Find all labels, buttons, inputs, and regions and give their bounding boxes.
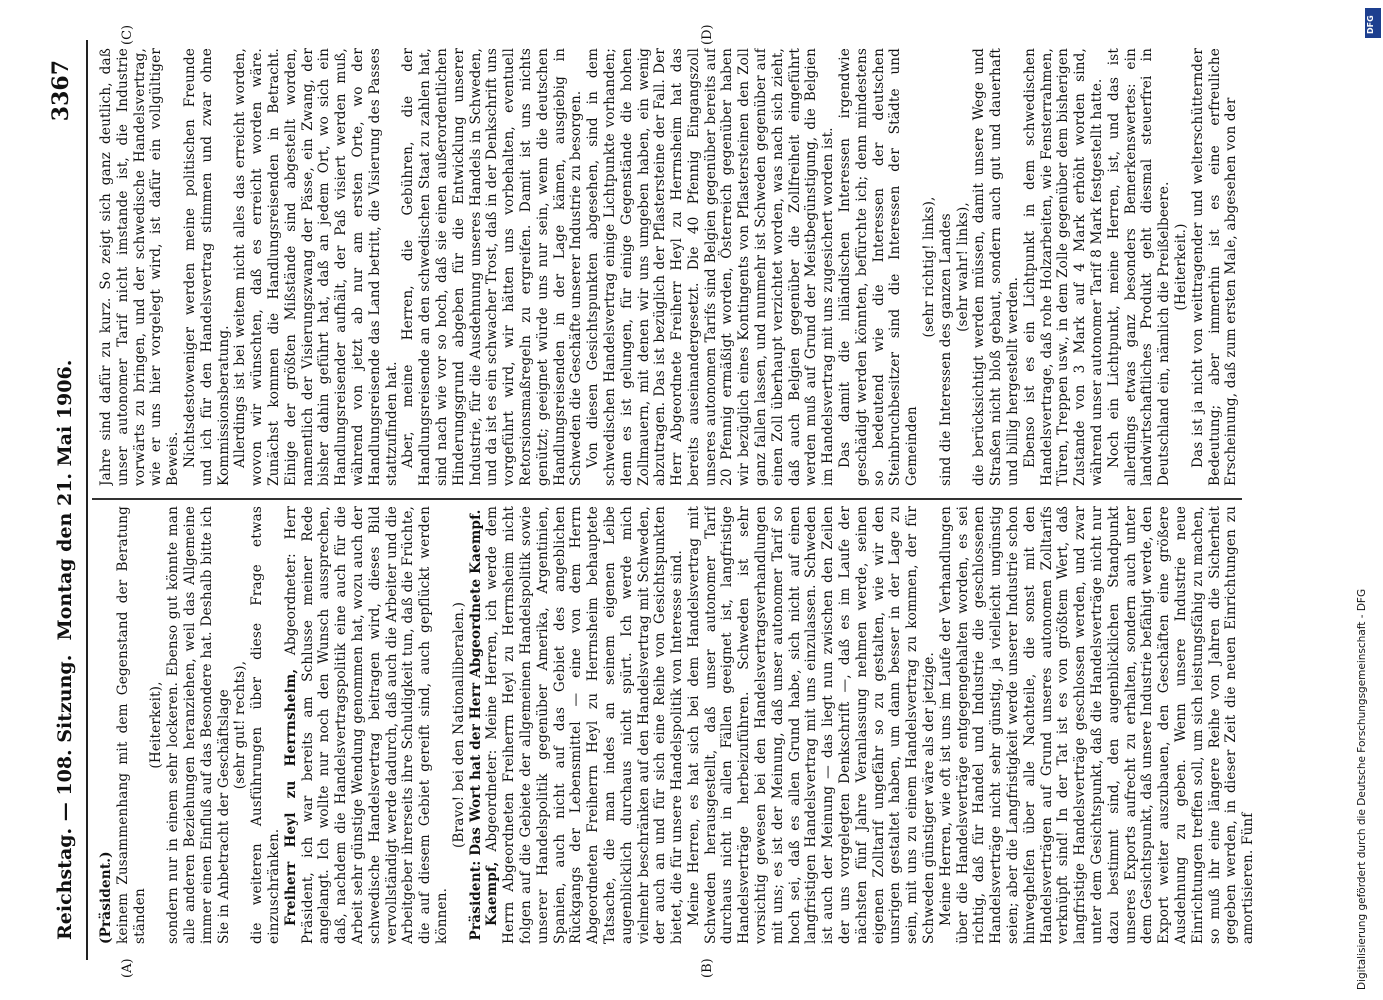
header-date: Montag den 21. Mai 1906. (54, 359, 76, 641)
reaction: (sehr gut! rechts), (232, 660, 249, 790)
paragraph: Nichtsdestoweniger werden meine politischen Freunde und ich für den Handelsvertrag stimmen und zwar ohne Kommissionsberatung. (181, 48, 232, 486)
president-line: Präsident: Das Wort hat der Herr Abgeordnete Kaempf. (467, 509, 484, 941)
paragraph: sondern nur in einem sehr lockeren. Ebenso gut könnte man alle anderen Beziehungen heranziehen, weil das Allgemeine immer einen Einfluß auf das Besondere hat. Deshalb bitte ich Sie in Anbetracht der Geschäftslage (165, 506, 232, 944)
header-rule (86, 40, 88, 960)
right-column (98, 48, 1298, 486)
margin-label-d: (D) (700, 24, 715, 45)
paragraph: Allerdings ist bei weitem nicht alles das erreicht worden, wovon wir wünschten, daß es erreicht worden wäre. Zunächst kommen die Handlungsreisenden in Betracht. Einige der größten Mißstände sind abgestellt worden, namentlich der Visierungszwang der Pässe, ein Zwang, der bisher dahin geführt hat, daß an jedem Ort, wo sich ein Handlungsreisender aufhält, der Paß visiert werden muß, während von jetzt ab nur am ersten Orte, wo der Handlungsreisende das Land betritt, die Visierung des Passes stattzufinden hat. (232, 48, 400, 486)
paragraph: Meine Herren, wie oft ist uns im Laufe der Verhandlungen über die Handelsverträge entgegengehalten worden, es sei richtig, daß für Handel und Industrie die geschlossenen Handelsverträge nicht sehr günstig, ja vielleicht ungünstig seien; aber die Langfristigkeit werde unserer Industrie schon hinweghelfen über alle Nachteile, die sonst mit den Handelsverträgen auf Grund unseres autonomen Zolltarifs verknüpft sind! In der Tat ist es von größtem Wert, daß langfristige Handelsverträge geschlossen werden, und zwar unter dem Gesichtspunkt, daß die Handelsverträge nicht nur dazu bestimmt sind, den augenblicklichen Standpunkt unseres Exports aufrecht zu erhalten, sondern auch unter dem Gesichtspunkt, daß unsere Industrie befähigt werde, den Export weiter auszubauen, den Geschäften eine größere Ausdehnung zu geben. Wenn unsere Industrie neue Einrichtungen treffen soll, um sich leistungsfähig zu machen, so muß ihr eine längere Reihe von Jahren die Sicherheit gegeben werden, in dieser Zeit die neuen Einrichtungen zu amortisieren. Fünf (937, 506, 1257, 944)
paragraph: Kaempf, Abgeordneter: Meine Herren, ich werde dem Herrn Abgeordneten Freiherrn Heyl zu Herrnsheim nicht folgen auf die Gebiete der allgemeinen Handelspolitik sowie unserer Handelspolitik gegenüber Amerika, Argentinien, Spanien, auch nicht auf das Gebiet des angeblichen Rückgangs der Lebensmittel — eine von dem Herrn Abgeordneten Freiherrn Heyl zu Herrnsheim behauptete Tatsache, die man indes an seinem eigenen Leibe augenblicklich durchaus nicht spürt. Ich werde mich vielmehr beschränken auf den Handelsvertrag mit Schweden, der auch an und für sich eine Reihe von Gesichtspunkten bietet, die für unsere Handelspolitik von Interesse sind. (484, 506, 686, 944)
page-header (48, 60, 88, 940)
paragraph: sind die Interessen des ganzen Landes (937, 213, 954, 486)
reaction: (sehr wahr! links), (954, 202, 971, 332)
digitization-credit-text: Digitalisierung gefördert durch die Deutsche Forschungsgemeinschaft - DFG (1356, 588, 1368, 990)
paragraph: Ebenso ist es ein Lichtpunkt in dem schwedischen Handelsvertrage, daß rohe Holzarbeiten, wie Fensterrahmen, Türen, Treppen usw., in dem Zolle gegenüber dem bisherigen Zustande von 3 Mark auf 4 Mark erhöht worden sind, während unser autonomer Tarif 8 Mark festgestellt hatte. (1021, 48, 1106, 486)
digitization-credit (1352, 0, 1378, 1000)
paragraph: Noch ein Lichtpunkt, meine Herren, ist, und das ist allerdings etwas ganz besonders Bemerkenswertes: ein landwirtschaftliches Produkt geht diesmal steuerfrei in Deutschland ein, nämlich die Preißelbeere. (1105, 48, 1173, 486)
page-number: 3367 (48, 60, 74, 122)
margin-label-c: (C) (120, 24, 135, 45)
speaker-name: Freiherr Heyl zu Herrnsheim, (282, 668, 299, 926)
speaker-name: Kaempf, (484, 861, 501, 926)
paragraph: Von diesen Gesichtspunkten abgesehen, sind in dem schwedischen Handelsvertrag einige Lichtpunkte vorhanden; denn es ist gelungen, für einige Gegenstände die hohen Zollmauern, mit denen wir uns umgeben haben, ein wenig abzutragen. Das ist bezüglich der Pflastersteine der Fall. Der Herr Abgeordnete Freiherr Heyl zu Herrnsheim hat das bereits auseinandergesetzt. Die 40 Pfennig Eingangszoll unseres autonomen Tarifs sind Belgien gegenüber bereits auf 20 Pfennig ermäßigt worden, Österreich gegenüber haben wir bezüglich eines Kontingents von Pflastersteinen den Zoll ganz fallen lassen, und nunmehr ist Schweden gegenüber auf einen Zoll überhaupt verzichtet worden, was nach sich zieht, daß auch Belgien gegenüber die Zollfreiheit eingeführt werden muß auf Grund der Meistbegünstigung, die Belgien im Handelsvertrag mit uns zugesichert worden ist. (585, 48, 837, 486)
paragraph: Meine Herren, es hat sich bei dem Handelsvertrag mit Schweden herausgestellt, daß unser autonomer Tarif durchaus nicht in allen Fällen geeignet ist, langfristige Handelsverträge herbeizuführen. Schweden ist sehr vorsichtig gewesen bei den Handelsvertragsverhandlungen mit uns; es ist der Meinung, daß unser autonomer Tarif so hoch sei, daß es allen Grund habe, sich nicht auf einen langfristigen Handelsvertrag mit uns einzulassen. Schweden ist auch der Meinung — das liegt nun zwischen den Zeilen der uns vorgelegten Denkschrift —, daß es im Laufe der nächsten fünf Jahre Veranlassung nehmen werde, seinen eigenen Zolltarif ungefähr so zu gestalten, wie wir den unsrigen gestaltet haben, um dann besser in der Lage zu sein, mit uns zu einem Handelsvertrag zu kommen, der für Schweden günstiger wäre als der jetzige. (685, 506, 938, 944)
paragraph: die weiteren Ausführungen über diese Frage etwas einzuschränken. (249, 506, 282, 944)
paragraph: Das ist ja nicht von weittragender und welterschütternder Bedeutung; aber immerhin ist es eine erfreuliche Erscheinung, daß zum ersten Male, abgesehen von der (1189, 48, 1240, 486)
paragraph: die berücksichtigt werden müssen, damit unsere Wege und Straßen nicht bloß gebaut, sondern auch gut und dauerhaft und billig hergestellt werden. (971, 48, 1022, 486)
margin-label-a: (A) (120, 958, 135, 978)
paragraph: Aber, meine Herren, die Gebühren, die der Handlungsreisende an den schwedischen Staat zu zahlen hat, sind nach wie vor so hoch, daß sie einen außerordentlichen Hinderungsgrund abgeben für die Entwicklung unserer Industrie, für die Ausdehnung unseres Handels in Schweden, und da ist es ein schwacher Trost, daß in der Denkschrift uns vorgeführt wird, wir hätten uns vorbehalten, eventuell Retorsionsmaßregeln zu ergreifen. Damit ist uns nichts genützt; geeignet würde uns nur sein, wenn die deutschen Handlungsreisenden in der Lage kämen, ausgiebig in Schweden die Geschäfte unserer Industrie zu besorgen. (400, 48, 585, 486)
paragraph: Freiherr Heyl zu Herrnsheim, Abgeordneter: Herr Präsident, ich war bereits am Schlusse meiner Rede angelangt. Ich wollte nur noch den Wunsch aussprechen, daß, nachdem die Handelsvertragspolitik eine auch für die Arbeit sehr günstige Wendung genommen hat, wozu auch der schwedische Handelsvertrag beitragen wird, dieses Bild vervollständigt werde dadurch, daß auch die Arbeiter und die Arbeitgeber ihrerseits ihre Schuldigkeit tun, daß die Früchte, die auf diesem Gebiet gereift sind, auch gepflückt werden können. (282, 506, 450, 944)
dfg-logo: DFG (1365, 8, 1381, 38)
margin-label-b: (B) (700, 958, 715, 978)
reaction: (Heiterkeit), (148, 681, 165, 769)
paragraph: Jahre sind dafür zu kurz. So zeigt sich ganz deutlich, daß unser autonomer Tarif nicht imstande ist, die Industrie vorwärts zu bringen, und der schwedische Handelsvertrag, wie er uns hier vorgelegt wird, ist dafür ein vollgültiger Beweis. (98, 48, 182, 486)
reaction: (sehr richtig! links), (921, 196, 938, 338)
column-separator (92, 498, 1242, 500)
header-left: Reichstag. — 108. Sitzung. (54, 654, 76, 940)
reaction: (Bravo! bei den Nationalliberalen.) (450, 601, 467, 849)
paragraph: keinem Zusammenhang mit dem Gegenstand der Beratung ständen (114, 506, 148, 944)
left-column (98, 506, 1298, 944)
paragraph: Das damit die inländischen Interessen irgendwie geschädigt werden könnten, befürchte ich; denn mindestens so bedeutend wie die Interessen der deutschen Steinbruchbesitzer sind die Interessen der Städte und Gemeinden (837, 48, 921, 486)
reaction: (Heiterkeit.) (1173, 223, 1189, 311)
speaker-head: (Präsident.) (98, 851, 114, 944)
